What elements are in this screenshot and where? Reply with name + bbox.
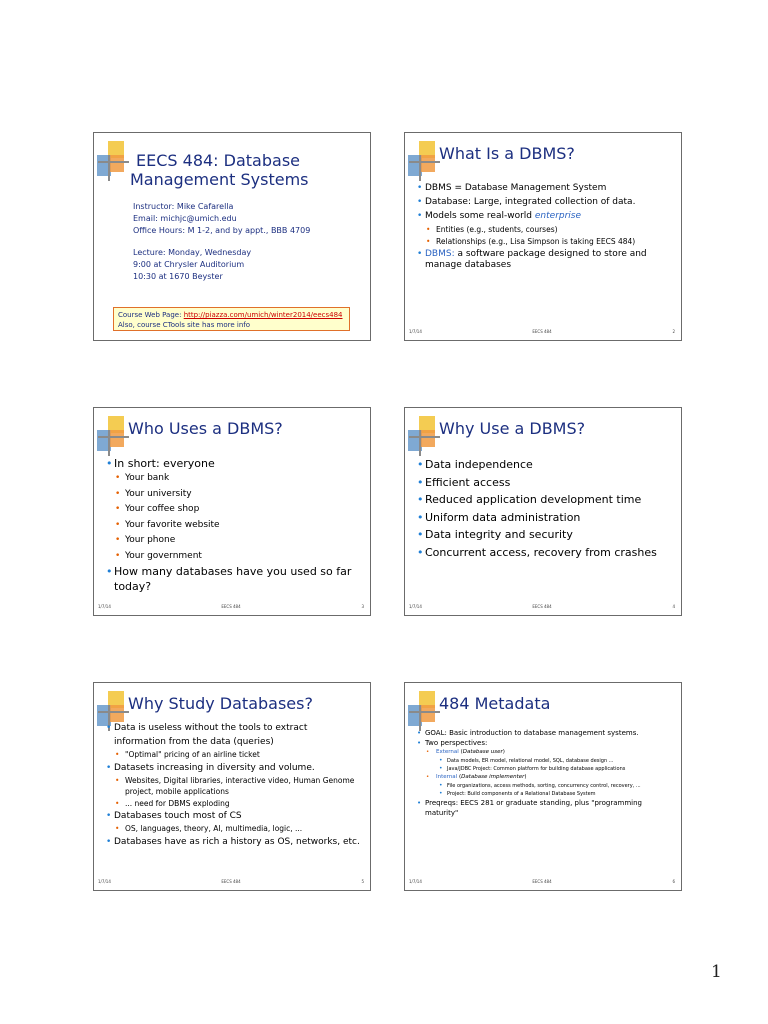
footer-date: 1/7/14 bbox=[98, 604, 111, 609]
slide-2 bbox=[404, 132, 682, 341]
list-item: • Datasets increasing in diversity and volume. bbox=[106, 761, 362, 775]
footer-date: 1/7/14 bbox=[409, 879, 422, 884]
slide-1 bbox=[93, 132, 371, 341]
list-item: • Databases have as rich a history as OS, networks, etc. bbox=[106, 835, 362, 849]
course-info bbox=[133, 201, 310, 283]
sub-list-item: • OS, languages, theory, AI, multimedia, logic, ... bbox=[114, 823, 362, 835]
slide-5-bullets bbox=[106, 721, 362, 849]
course-web-page-box bbox=[113, 307, 350, 331]
sub-list-item: • Entities (e.g., students, courses) bbox=[425, 225, 673, 235]
slide-6-title: 484 Metadata bbox=[439, 694, 551, 713]
footer-slide-number: 5 bbox=[361, 879, 364, 884]
slide-6 bbox=[404, 682, 682, 891]
slide-3-title: Who Uses a DBMS? bbox=[128, 419, 283, 438]
list-item: • Concurrent access, recovery from crashes bbox=[417, 544, 673, 562]
web-page-label: Course Web Page: bbox=[118, 311, 184, 319]
sub-list-item: • Internal (Database implementer) bbox=[425, 773, 673, 782]
slide-footer bbox=[409, 604, 675, 612]
instructor: Instructor: Mike Cafarella bbox=[133, 202, 234, 211]
footer-course: EECS 484 bbox=[221, 879, 241, 884]
list-item: • Data independence bbox=[417, 456, 673, 474]
footer-date: 1/7/14 bbox=[409, 604, 422, 609]
list-item: • Two perspectives: bbox=[417, 738, 673, 748]
sub-sub-list-item: • Project: Build components of a Relational Database System bbox=[439, 790, 673, 798]
footer-slide-number: 3 bbox=[361, 604, 364, 609]
slide-3-bullets bbox=[106, 456, 362, 594]
sub-sub-list-item: • Java/JDBC Project: Common platform for building database applications bbox=[439, 765, 673, 773]
lecture-time-1: 9:00 at Chrysler Auditorium bbox=[133, 260, 245, 269]
sub-sub-list-item: • File organizations, access methods, sorting, concurrency control, recovery, ... bbox=[439, 782, 673, 790]
list-item: • Efficient access bbox=[417, 474, 673, 492]
list-item: • DBMS: a software package designed to store and manage databases bbox=[417, 249, 673, 271]
sub-list-item: • Your bank bbox=[114, 471, 362, 487]
sub-list-item: • Your government bbox=[114, 549, 362, 565]
list-item: • Database: Large, integrated collection of data. bbox=[417, 197, 673, 208]
title-line-2: Management Systems bbox=[130, 170, 309, 189]
footer-date: 1/7/14 bbox=[98, 879, 111, 884]
sub-list-item: • External (Database user) bbox=[425, 748, 673, 757]
footer-slide-number: 6 bbox=[672, 879, 675, 884]
slide-4-bullets bbox=[417, 456, 673, 562]
slide-6-bullets bbox=[417, 728, 673, 818]
list-item: • Databases touch most of CS bbox=[106, 809, 362, 823]
footer-course: EECS 484 bbox=[532, 879, 552, 884]
sub-list-item: • "Optimal" pricing of an airline ticket bbox=[114, 749, 362, 761]
footer-date: 1/7/14 bbox=[409, 329, 422, 334]
slide-4 bbox=[404, 407, 682, 616]
list-item: • Preqreqs: EECS 281 or graduate standing, plus "programming maturity" bbox=[417, 798, 673, 818]
lecture-time-2: 10:30 at 1670 Beyster bbox=[133, 272, 223, 281]
page-number: 1 bbox=[711, 962, 722, 982]
slide-5-title: Why Study Databases? bbox=[128, 694, 313, 713]
list-item: • DBMS = Database Management System bbox=[417, 183, 673, 194]
slide-footer bbox=[98, 879, 364, 887]
slide-decoration-icon bbox=[97, 416, 129, 456]
list-item: • Data is useless without the tools to extract information from the data (queries) bbox=[106, 721, 362, 749]
slide-1-title bbox=[130, 151, 308, 189]
footer-slide-number: 4 bbox=[672, 604, 675, 609]
slide-2-title: What Is a DBMS? bbox=[439, 144, 575, 163]
slide-decoration-icon bbox=[408, 416, 440, 456]
slide-3 bbox=[93, 407, 371, 616]
sub-list-item: • Your coffee shop bbox=[114, 502, 362, 518]
list-item: • Data integrity and security bbox=[417, 526, 673, 544]
email: Email: michjc@umich.edu bbox=[133, 214, 237, 223]
slide-decoration-icon bbox=[408, 691, 440, 731]
sub-list-item: • Your university bbox=[114, 487, 362, 503]
footer-slide-number: 2 bbox=[672, 329, 675, 334]
ctools-note: Also, course CTools site has more info bbox=[118, 321, 251, 329]
title-line-1: EECS 484: Database bbox=[136, 151, 300, 170]
sub-list-item: • Websites, Digital libraries, interactive video, Human Genome project, mobile applications bbox=[114, 775, 362, 798]
slide-decoration-icon bbox=[408, 141, 440, 181]
sub-list-item: • Your favorite website bbox=[114, 518, 362, 534]
lecture-days: Lecture: Monday, Wednesday bbox=[133, 248, 252, 257]
course-web-link[interactable]: http://piazza.com/umich/winter2014/eecs484 bbox=[183, 311, 343, 319]
list-item: • Uniform data administration bbox=[417, 509, 673, 527]
list-item: • Models some real-world enterprise bbox=[417, 211, 673, 222]
slide-footer bbox=[409, 329, 675, 337]
sub-list-item: • Your phone bbox=[114, 533, 362, 549]
footer-course: EECS 484 bbox=[221, 604, 241, 609]
sub-list-item: • Relationships (e.g., Lisa Simpson is taking EECS 484) bbox=[425, 237, 673, 247]
slide-footer bbox=[98, 604, 364, 612]
enterprise-term: enterprise bbox=[534, 211, 582, 221]
office-hours: Office Hours: M 1-2, and by appt., BBB 4709 bbox=[133, 226, 311, 235]
list-item: • How many databases have you used so far today? bbox=[106, 564, 362, 594]
slide-4-title: Why Use a DBMS? bbox=[439, 419, 586, 438]
footer-course: EECS 484 bbox=[532, 329, 552, 334]
sub-list-item: • ... need for DBMS exploding bbox=[114, 798, 362, 810]
slide-2-bullets bbox=[417, 183, 673, 274]
sub-sub-list-item: • Data models, ER model, relational model, SQL, database design ... bbox=[439, 757, 673, 765]
slide-5 bbox=[93, 682, 371, 891]
list-item: • In short: everyone bbox=[106, 456, 362, 471]
list-item: • Reduced application development time bbox=[417, 491, 673, 509]
dbms-term: DBMS: bbox=[425, 249, 455, 259]
list-item: • GOAL: Basic introduction to database management systems. bbox=[417, 728, 673, 738]
footer-course: EECS 484 bbox=[532, 604, 552, 609]
slide-decoration-icon bbox=[97, 141, 129, 181]
slide-footer bbox=[409, 879, 675, 887]
